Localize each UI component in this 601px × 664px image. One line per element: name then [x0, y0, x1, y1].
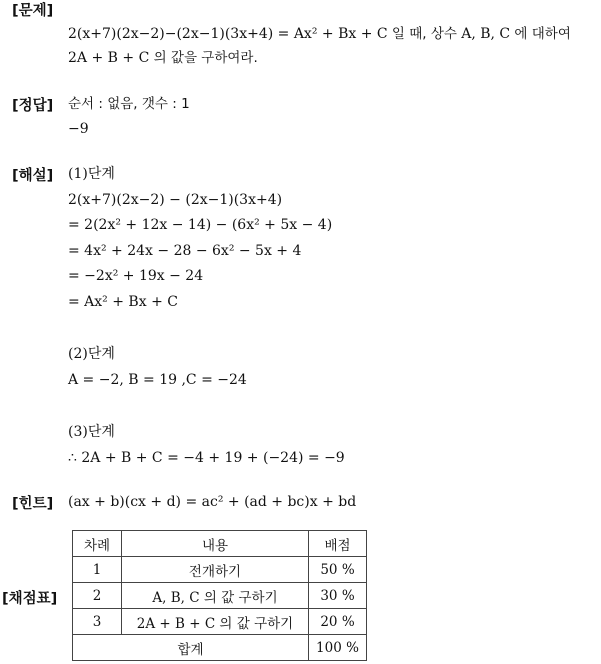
row-score: 20 % — [309, 609, 367, 635]
row-number: 3 — [73, 609, 122, 635]
header-cell: 배점 — [309, 531, 367, 557]
hint-line: (ax + b)(cx + d) = ac² + (ad + bc)x + bd — [68, 494, 357, 510]
header-cell: 내용 — [122, 531, 309, 557]
total-score: 100 % — [309, 635, 367, 661]
row-score: 30 % — [309, 583, 367, 609]
row-content: 전개하기 — [122, 557, 309, 583]
solution-step1-line: = 2(2x² + 12x − 14) − (6x² + 5x − 4) — [68, 217, 333, 233]
solution-step1-title: (1)단계 — [68, 166, 115, 182]
table-total-row — [73, 635, 367, 661]
table-row — [73, 609, 367, 635]
row-number: 2 — [73, 583, 122, 609]
problem-text: 일 때, 상수 — [387, 26, 462, 42]
table-header-row — [73, 531, 367, 557]
problem-line-2 — [68, 48, 258, 68]
row-number: 1 — [73, 557, 122, 583]
problem-line-1 — [68, 24, 571, 44]
solution-step3-title: (3)단계 — [68, 424, 115, 440]
solution-step3-line: ∴ 2A + B + C = −4 + 19 + (−24) = −9 — [68, 450, 345, 466]
header-cell: 차례 — [73, 531, 122, 557]
row-content: 2A + B + C 의 값 구하기 — [122, 609, 309, 635]
solution-step1-line: = Ax² + Bx + C — [68, 294, 178, 310]
row-content: A, B, C 의 값 구하기 — [122, 583, 309, 609]
answer-order: 순서 : 없음, 갯수 : 1 — [68, 96, 190, 112]
problem-question: 의 값을 구하여라. — [149, 50, 258, 66]
hint-label: [힌트] — [12, 496, 54, 512]
table-row — [73, 583, 367, 609]
answer-label: [정답] — [12, 98, 54, 114]
solution-step2-title: (2)단계 — [68, 346, 115, 362]
grading-label: [채점표] — [2, 591, 58, 607]
solution-step1-line: = −2x² + 19x − 24 — [68, 268, 204, 284]
solution-step1-line: 2(x+7)(2x−2) − (2x−1)(3x+4) — [68, 192, 283, 208]
problem-text-tail: 에 대하여 — [510, 26, 571, 42]
answer-value: −9 — [68, 121, 89, 137]
problem-expression: 2(x+7)(2x−2)−(2x−1)(3x+4) = Ax² + Bx + C — [68, 26, 388, 42]
solution-step2-line: A = −2, B = 19 ,C = −24 — [68, 372, 247, 388]
problem-label: [문제] — [12, 3, 54, 19]
problem-target-expression: 2A + B + C — [68, 50, 150, 66]
total-label: 합계 — [73, 635, 309, 661]
grading-table — [72, 530, 367, 661]
solution-step1-line: = 4x² + 24x − 28 − 6x² − 5x + 4 — [68, 243, 302, 259]
row-score: 50 % — [309, 557, 367, 583]
table-row — [73, 557, 367, 583]
problem-variables: A, B, C — [461, 26, 511, 42]
solution-label: [해설] — [12, 168, 54, 184]
